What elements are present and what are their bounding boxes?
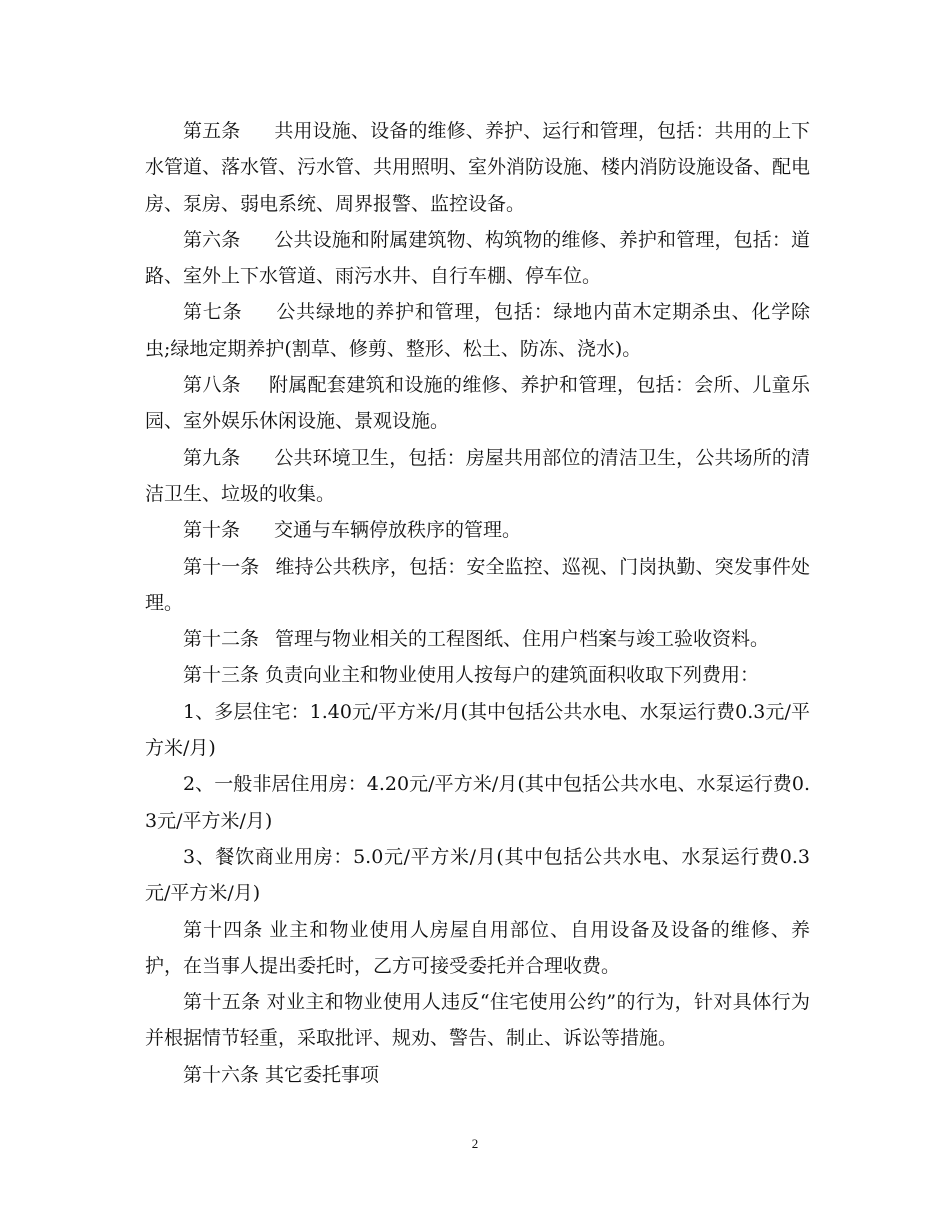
article-13 xyxy=(145,657,810,693)
article-6 xyxy=(145,222,810,295)
article-11 xyxy=(145,549,810,622)
document-body xyxy=(145,113,810,1093)
article-10 xyxy=(145,512,810,548)
article-title: 第九条 xyxy=(183,446,241,469)
article-title: 第五条 xyxy=(183,120,241,142)
fee-item-3 xyxy=(145,839,810,912)
article-title: 第七条 xyxy=(183,301,243,324)
page-number: 2 xyxy=(471,1136,479,1151)
article-text: 其它委托事项 xyxy=(265,1063,380,1086)
fee-item-text: 3、餐饮商业用房：5.0元/平方米/月(其中包括公共水电、水泵运行费0.3元/平方米/月) xyxy=(145,845,810,905)
article-title: 第十六条 xyxy=(183,1063,260,1086)
article-title: 第十四条 xyxy=(183,918,264,941)
article-14 xyxy=(145,912,810,985)
article-8 xyxy=(145,367,810,440)
article-text: 公共环境卫生，包括：房屋共用部位的清洁卫生，公共场所的清洁卫生、垃圾的收集。 xyxy=(145,446,810,505)
article-title: 第十二条 xyxy=(183,628,260,651)
fee-item-2 xyxy=(145,766,810,839)
article-text: 共用设施、设备的维修、养护、运行和管理，包括：共用的上下水管道、落水管、污水管、共用照明、室外消防设施、楼内消防设施设备、配电房、泵房、弱电系统、周界报警、监控设备。 xyxy=(145,120,811,215)
article-title: 第十一条 xyxy=(183,555,260,578)
fee-item-1 xyxy=(145,694,810,767)
article-text: 附属配套建筑和设施的维修、养护和管理，包括：会所、儿童乐园、室外娱乐休闲设施、景观设施。 xyxy=(145,374,810,433)
article-text: 负责向业主和物业使用人按每户的建筑面积收取下列费用： xyxy=(265,664,760,687)
article-text: 管理与物业相关的工程图纸、住用户档案与竣工验收资料。 xyxy=(275,628,770,651)
article-text: 公共设施和附属建筑物、构筑物的维修、养护和管理，包括：道路、室外上下水管道、雨污水井、自行车棚、停车位。 xyxy=(145,228,810,288)
fee-item-text: 2、一般非居住用房：4.20元/平方米/月(其中包括公共水电、水泵运行费0.3元/平方米/月) xyxy=(145,773,810,832)
article-12 xyxy=(145,621,810,657)
article-title: 第十三条 xyxy=(183,664,260,687)
article-text: 业主和物业使用人房屋自用部位、自用设备及设备的维修、养护，在当事人提出委托时，乙方可接受委托并合理收费。 xyxy=(145,918,810,977)
article-title: 第六条 xyxy=(183,228,241,251)
article-9 xyxy=(145,440,810,513)
article-title: 第八条 xyxy=(183,374,241,397)
article-16 xyxy=(145,1057,810,1093)
article-text: 公共绿地的养护和管理，包括：绿地内苗木定期杀虫、化学除虫;绿地定期养护(割草、修剪、整形、松土、防冻、浇水)。 xyxy=(145,301,810,360)
article-text: 对业主和物业使用人违反“住宅使用公约”的行为，针对具体行为并根据情节轻重，采取批评、规劝、警告、制止、诉讼等措施。 xyxy=(145,991,810,1050)
article-7 xyxy=(145,294,810,367)
article-5 xyxy=(145,113,810,222)
article-title: 第十五条 xyxy=(183,991,261,1014)
article-15 xyxy=(145,984,810,1057)
fee-item-text: 1、多层住宅：1.40元/平方米/月(其中包括公共水电、水泵运行费0.3元/平方米/月) xyxy=(145,700,810,760)
article-title: 第十条 xyxy=(183,519,241,542)
article-text: 维持公共秩序，包括：安全监控、巡视、门岗执勤、突发事件处理。 xyxy=(145,555,810,614)
article-text: 交通与车辆停放秩序的管理。 xyxy=(274,519,522,542)
